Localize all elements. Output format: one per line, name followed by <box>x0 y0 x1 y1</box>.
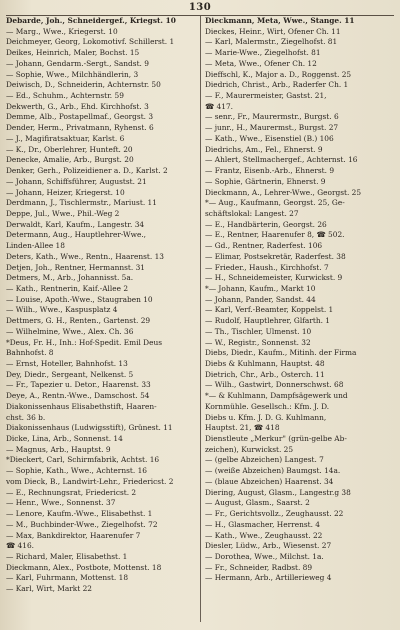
directory-entry-line: — H., Glasmacher, Herrenst. 4 <box>205 519 320 529</box>
directory-entry-line: — Marie-Wwe., Ziegelhofst. 81 <box>205 48 321 58</box>
directory-entry-line: — Sophie, Wwe., Milchhändlerin, 3 <box>6 69 139 79</box>
page-number: 130 <box>188 2 212 13</box>
directory-entry-line: — Meta, Wwe., Ofener Ch. 12 <box>205 58 317 68</box>
directory-entry-line: — Wilhelmine, Wwe., Alex. Ch. 36 <box>6 326 134 336</box>
directory-entry-line: — Elimar, Postsekretär, Raderfest. 38 <box>205 251 346 261</box>
directory-entry-line: — E., Rentner, Haarenufer 8, ☎ 502. <box>205 230 345 240</box>
directory-entry-line: Linden-Allee 18 <box>6 241 65 251</box>
directory-entry-line: — Sophie, Gärtnerin, Ehnerst. 9 <box>205 176 326 186</box>
directory-entry-line: Diedrich, Christ., Arb., Raderfer Ch. 1 <box>205 80 349 90</box>
directory-entry-line: *— & Kuhlmann, Dampfsägewerk und <box>205 391 348 401</box>
directory-entry-line: Dicke, Lina, Arb., Sonnenst. 14 <box>6 434 123 444</box>
directory-entry-line: Deppe, Jul., Wwe., Phil.-Weg 2 <box>6 208 120 218</box>
directory-entry-line: Detjen, Joh., Rentner, Hermannst. 31 <box>6 262 145 272</box>
directory-entry-line: Diakonissenhaus Elisabethstift, Haaren- <box>6 401 157 411</box>
directory-entry-line: Determann, Aug., Hauptlehrer-Wwe., <box>6 230 147 240</box>
directory-entry-line: — (blaue Abzeichen) Haarenst. 34 <box>205 476 334 486</box>
directory-entry-line: *Dieckert, Carl, Schirmfabrik, Achtst. 16 <box>6 455 160 465</box>
directory-entry-line: — Johann, Schiffsführer, Augustst. 21 <box>6 176 147 186</box>
directory-entry-line: — W., Registr., Sonnenst. 32 <box>205 337 311 347</box>
directory-entry-line: Derdmann, J., Tischlermstr., Mariust. 11 <box>6 198 157 208</box>
directory-entry-line: Bahnhofst. 8 <box>6 348 54 358</box>
directory-entry-line: Diakonissenhaus (Ludwigsstift), Grünest. 11 <box>6 423 173 433</box>
directory-entry-line: — Frantz, Eisenb.-Arb., Ehnerst. 9 <box>205 166 335 176</box>
directory-entry-line: Denker, Gerh., Polizeidiener a. D., Karlst. 2 <box>6 166 168 176</box>
directory-entry-line: — Rudolf, Hauptlehrer, Glfarth. 1 <box>205 316 330 326</box>
directory-entry-line: — J., Magifiratsaktuar, Karlst. 6 <box>6 133 125 143</box>
directory-entry-line: *— Aug., Kaufmann, Georgst. 25, Ge- <box>205 198 345 208</box>
directory-entry-line: Hauptst. 21, ☎ 418 <box>205 423 280 433</box>
directory-entry-line: Diebs & Kuhlmann, Hauptst. 48 <box>205 359 325 368</box>
directory-entry-line: *— Johann, Kaufm., Markt 10 <box>205 283 316 293</box>
directory-entry-line: — Wilh., Wwe., Kaspusplatz 4 <box>6 305 118 315</box>
directory-entry-line: — Gd., Rentner, Raderfest. 106 <box>205 241 323 251</box>
directory-entry-line: Dietrich, Chr., Arb., Osterch. 11 <box>205 369 325 379</box>
directory-entry-line: Diebs, Diedr., Kaufm., Mitinh. der Firma <box>205 348 357 358</box>
directory-entry-line: — Ed., Schuhm., Achternstr. 59 <box>6 91 124 101</box>
directory-entry-line: — Kath., Wwe., Zeughausst. 22 <box>205 530 323 540</box>
directory-entry-line: Diering, August, Glasm., Langestr.g 38 <box>205 487 351 497</box>
directory-entry-line: Denecke, Amalie, Arb., Burgst. 20 <box>6 155 134 165</box>
directory-entry-line: Dienstleute „Merkur" (grün-gelbe Ab- <box>205 434 347 444</box>
directory-entry-line: schäftslokal: Langest. 27 <box>205 208 299 218</box>
directory-entry-line: Dieckmann, A., Lehrer-Wwe., Georgst. 25 <box>205 187 362 197</box>
directory-entry-line: — Kath., Wwe., Eisenstiel (B.) 106 <box>205 133 334 143</box>
directory-entry-line: — Henr., Wwe., Sonnenst. 37 <box>6 498 116 508</box>
directory-entry-line: — Fr., Schneider, Radbst. 89 <box>205 562 313 572</box>
directory-entry-line: — Dorothea, Wwe., Milchst. 1a. <box>205 551 324 561</box>
directory-entry-line: Dieckmann, Alex., Postbote, Mottenst. 18 <box>6 562 162 572</box>
directory-entry-line: — Johann, Gendarm.-Sergt., Sandst. 9 <box>6 58 149 68</box>
directory-entry-line: ☎ 417. <box>205 101 234 111</box>
directory-entry-line: — Magnus, Arb., Hauptst. 9 <box>6 444 111 454</box>
directory-entry-line: Detmers, M., Arb., Johannisst. 5a. <box>6 273 134 283</box>
directory-entry-line: — F., Maurermeister, Gastst. 21, <box>205 91 327 101</box>
directory-entry-line: — Max, Bankdirektor, Haarenufer 7 <box>6 530 141 540</box>
directory-entry-line: — E., Handbärterin, Georgst. 26 <box>205 219 327 229</box>
directory-entry-line: — Hermann, Arb., Artillerieweg 4 <box>205 573 332 583</box>
directory-entry-line: Derwaldt, Karl, Kaufm., Langestr. 34 <box>6 219 145 229</box>
directory-entry-line: Diedrichs, Am., Fel., Ehnerst. 9 <box>205 144 323 154</box>
directory-entry-line: Dender, Herm., Privatmann, Ryhenst. 6 <box>6 123 154 133</box>
directory-entry-line: vom Dieck, B., Landwirt-Lehr., Friedericst. 2 <box>6 476 174 486</box>
directory-entry-line: — (gelbe Abzeichen) Langest. 7 <box>205 455 324 465</box>
directory-entry-line: Diebs u. Kfm. J. D. G. Kuhlmann, <box>205 412 327 422</box>
directory-entry-line: — M., Buchbinder-Wwe., Ziegelhofst. 72 <box>6 519 158 529</box>
directory-entry-line: — Kath., Rentnerin, Kaif.-Allee 2 <box>6 283 129 293</box>
directory-entry-line: — (weiße Abzeichen) Baumgst. 14a. <box>205 466 341 476</box>
directory-entry-line: Deters, Kath., Wwe., Rentn., Haarenst. 13 <box>6 251 164 261</box>
directory-entry-line: Debarde, Joh., Schneidergef., Kriegst. 10 <box>6 16 176 25</box>
directory-entry-line: — Ahlert, Stellmachergef., Achternst. 16 <box>205 155 358 165</box>
column-divider <box>200 16 201 622</box>
directory-entry-line: — Louise, Apoth.-Wwe., Staugraben 10 <box>6 294 153 304</box>
directory-entry-line: Dieffschl, K., Major a. D., Roggenst. 25 <box>205 69 352 79</box>
directory-entry-line: — Lenore, Kaufm.-Wwe., Elisabethst. 1 <box>6 509 153 519</box>
directory-entry-line: — E., Rechnungsrat, Friedericst. 2 <box>6 487 137 497</box>
directory-entry-line: — senr., Fr., Maurermstr., Burgst. 6 <box>205 112 339 122</box>
directory-entry-line: Dettmers, G. H., Renten., Gartenst. 29 <box>6 316 151 326</box>
directory-entry-line: — Fr., Tapezier u. Detor., Haarenst. 33 <box>6 380 151 390</box>
directory-entry-line: Deichmeyer, Georg, Lokomotivf. Schillerst. 1 <box>6 37 175 47</box>
directory-entry-line: Dieckmann, Meta, Wwe., Stange. 11 <box>205 16 355 25</box>
directory-entry-line: Demme, Alb., Postapellmaf., Georgst. 3 <box>6 112 154 122</box>
directory-entry-line: zeichen), Kurwickst. 25 <box>205 444 294 454</box>
directory-entry-line: Dekwerth, G., Arb., Ehd. Kirchhofst. 3 <box>6 101 149 111</box>
right-column <box>205 16 395 584</box>
directory-entry-line: — Richard, Maler, Elisabethst. 1 <box>6 551 128 561</box>
directory-entry-line: — Karl, Fuhrmann, Mottenst. 18 <box>6 573 129 583</box>
directory-entry-line: — Karl, Malermstr., Ziegelhofst. 81 <box>205 37 338 47</box>
directory-entry-line: — Sophie, Kath., Wwe., Achternst. 16 <box>6 466 147 476</box>
directory-entry-line: — Marg., Wwe., Kriegerst. 10 <box>6 26 118 36</box>
directory-entry-line: — junr., H., Maurermst., Burgst. 27 <box>205 123 339 133</box>
directory-entry-line: — Johann, Pander, Sandst. 44 <box>205 294 316 304</box>
directory-entry-line: — Karl, Verf.-Beamter, Koppelst. 1 <box>205 305 334 315</box>
directory-entry-line: chst. 36 b. <box>6 412 46 422</box>
directory-entry-line: Deiwisch, D., Schneiderin, Achternstr. 50 <box>6 80 161 90</box>
directory-entry-line: *Deus, Fr. H., Inh.: Hof-Spedit. Emil Deus <box>6 337 163 347</box>
directory-entry-line: Kornmühle. Gesellsch.: Kfm. J. D. <box>205 401 330 411</box>
directory-entry-line: — Ernst, Hoteller, Bahnhofst. 13 <box>6 359 128 368</box>
directory-entry-line: — August, Glasm., Saarst. 2 <box>205 498 310 508</box>
directory-entry-line: — Johann, Heizer, Kriegerst. 10 <box>6 187 125 197</box>
directory-entry-line: — K., Dr., Oberlehrer, Hunteft. 20 <box>6 144 133 154</box>
directory-entry-line: Dieckes, Heinr., Wirt, Ofener Ch. 11 <box>205 26 341 36</box>
directory-entry-line: Diesler, Lüdw., Arb., Wiesenst. 27 <box>205 541 332 551</box>
directory-entry-line: — Karl, Wirt, Markt 22 <box>6 584 93 594</box>
directory-entry-line: Deikes, Heinrich, Maler, Bochst. 15 <box>6 48 140 58</box>
directory-entry-line: — H., Schneidemeister, Kurwickst. 9 <box>205 273 343 283</box>
directory-entry-line: ☎ 416. <box>6 541 35 551</box>
directory-entry-line: — Th., Tischler, Ulmenst. 10 <box>205 326 312 336</box>
directory-entry-line: Deye, A., Rentn.-Wwe., Damschost. 54 <box>6 391 150 401</box>
directory-entry-line: — Fr., Gerichtsvollz., Zeughausst. 22 <box>205 509 344 519</box>
directory-entry-line: — Frieder., Haush., Kirchhofst. 7 <box>205 262 329 272</box>
directory-entry-line: — Wilh., Gastwirt, Donnerschwst. 68 <box>205 380 344 390</box>
left-column <box>6 16 196 595</box>
directory-entry-line: Dey, Diedr., Sergeant, Nelkenst. 5 <box>6 369 134 379</box>
